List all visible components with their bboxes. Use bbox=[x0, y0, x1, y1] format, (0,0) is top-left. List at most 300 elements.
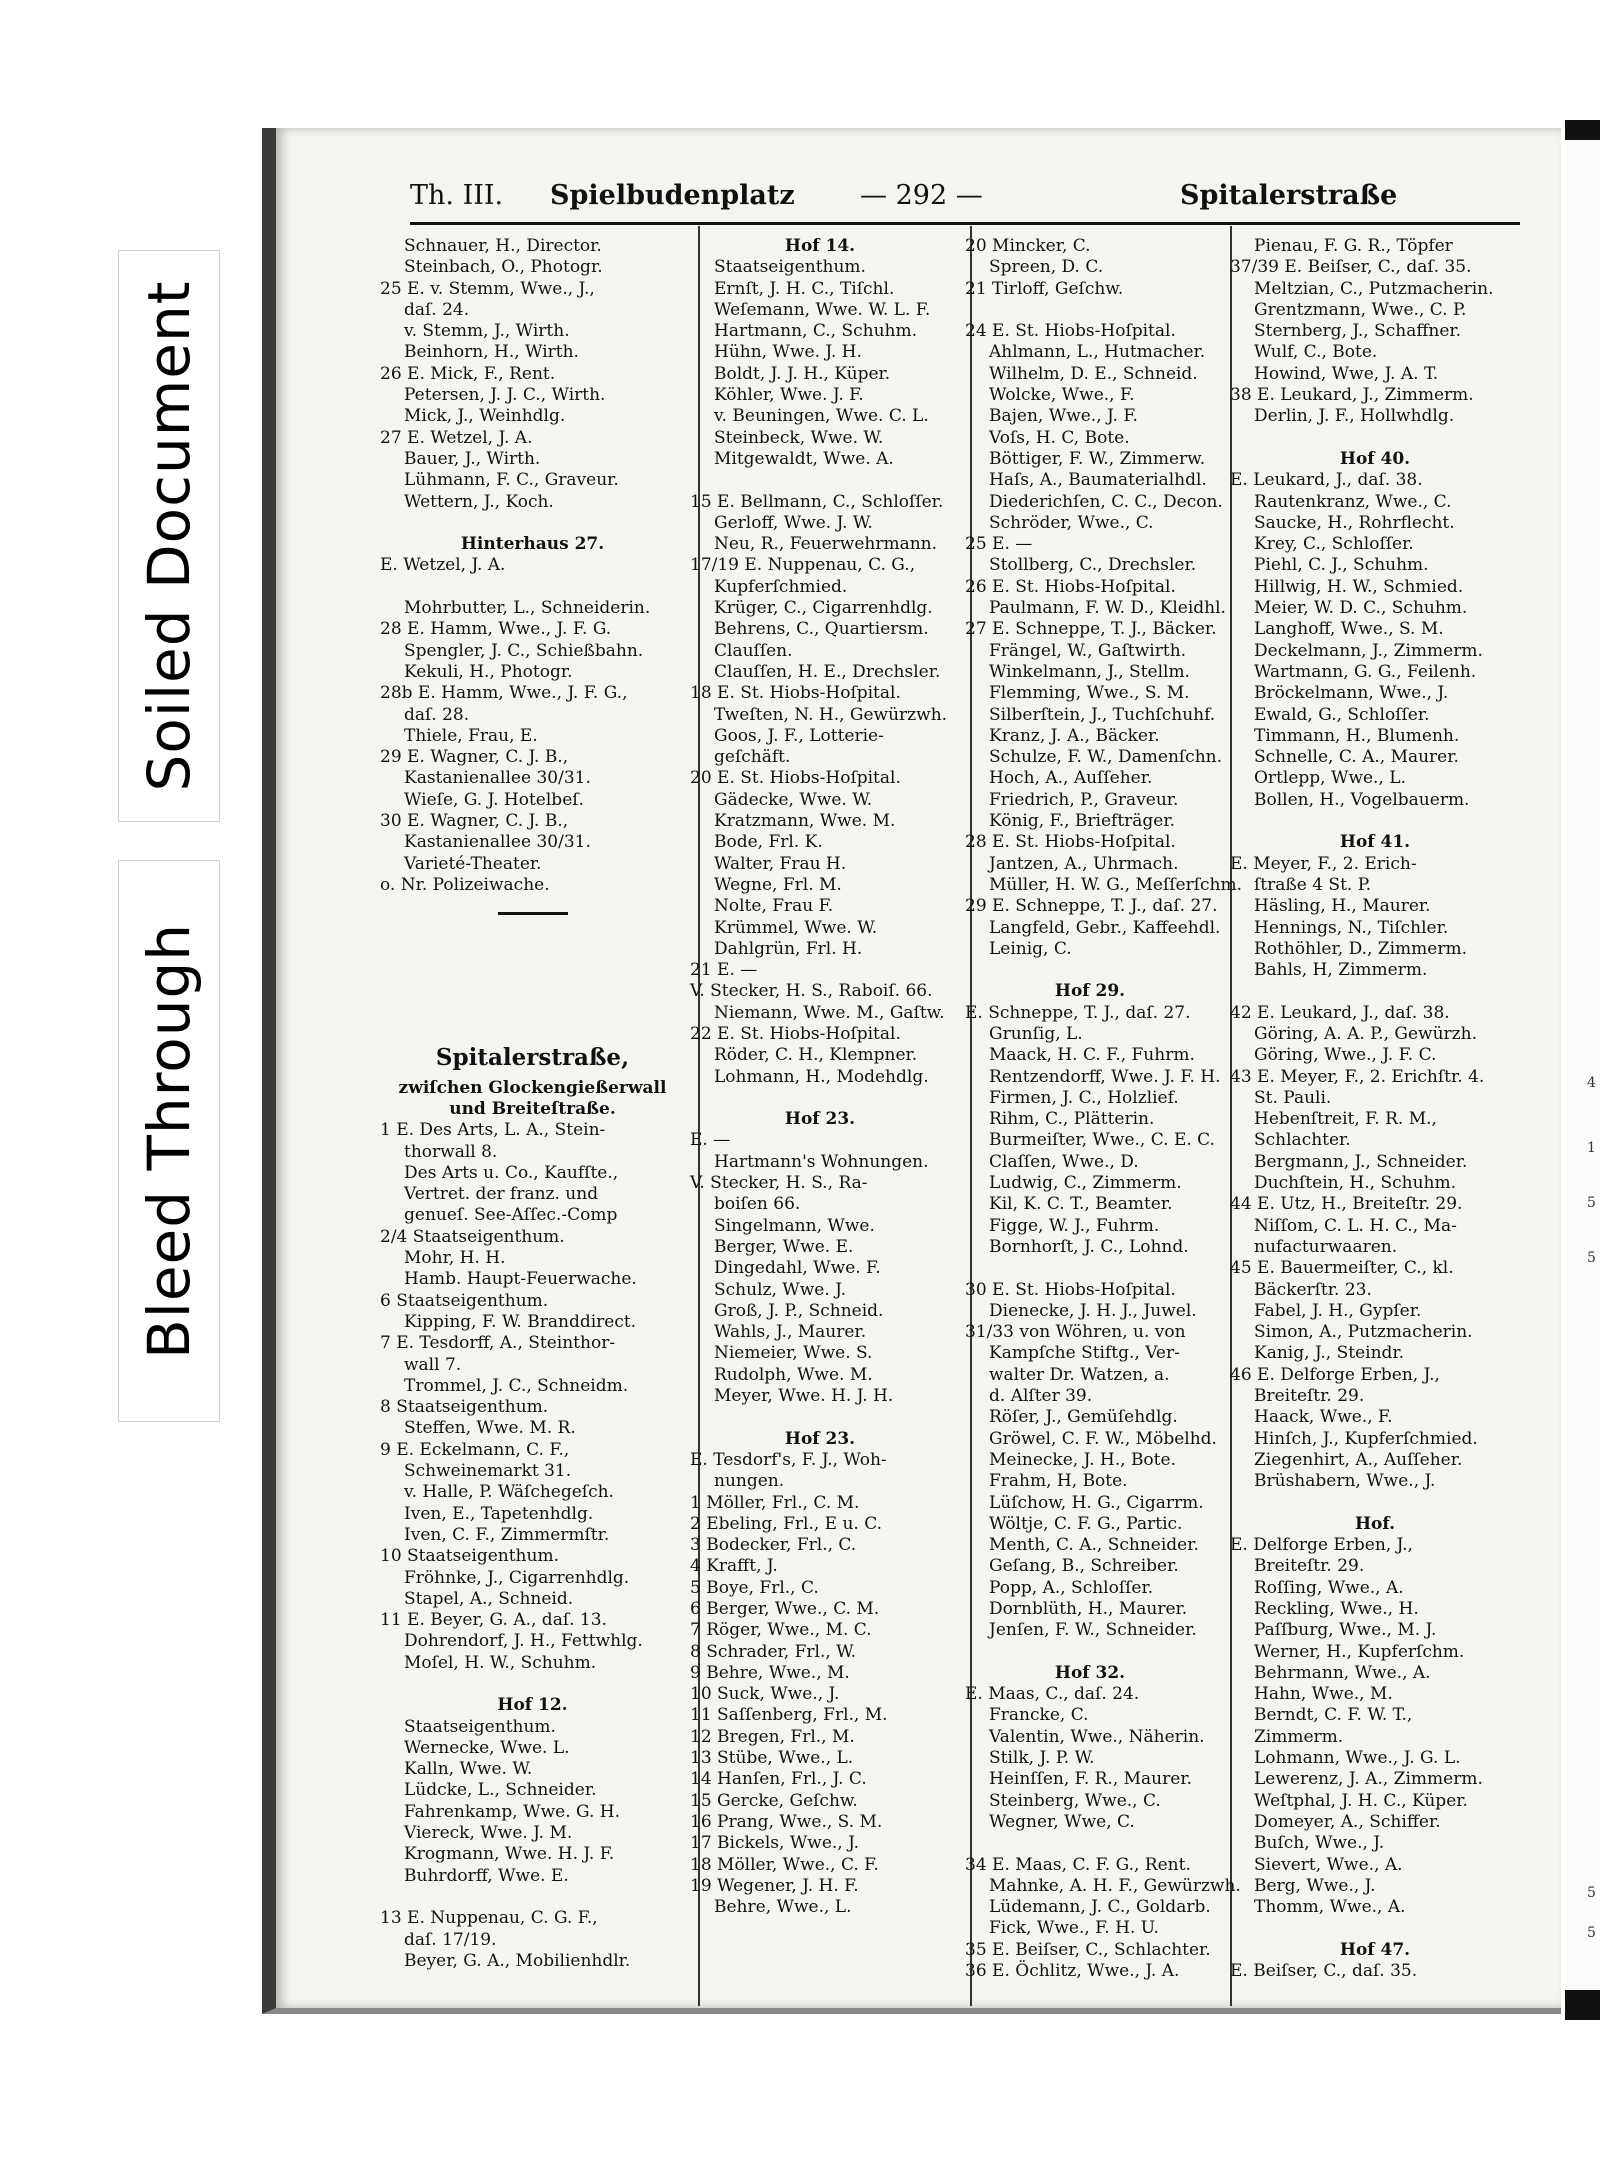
directory-column-4 bbox=[1230, 236, 1520, 1982]
directory-line: Hühn, Wwe. J. H. bbox=[714, 342, 862, 363]
street-subheading: und Breiteſtraße. bbox=[449, 1098, 616, 1119]
directory-line bbox=[965, 1258, 1215, 1279]
directory-line: Lewerenz, J. A., Zimmerm. bbox=[1254, 1769, 1483, 1790]
directory-line: Fick, Wwe., F. H. U. bbox=[989, 1918, 1159, 1939]
directory-line: Steffen, Wwe. M. R. bbox=[404, 1418, 576, 1439]
directory-line: Saucke, H., Rohrflecht. bbox=[1254, 512, 1455, 533]
directory-line: Wöltje, C. F. G., Partic. bbox=[989, 1513, 1183, 1534]
directory-column-1 bbox=[380, 236, 685, 1972]
directory-line: Flemming, Wwe., S. M. bbox=[989, 683, 1190, 704]
directory-line: Derlin, J. F., Hollwhdlg. bbox=[1254, 406, 1455, 427]
directory-line: Kalln, Wwe. W. bbox=[404, 1759, 533, 1780]
directory-line: Grunſig, L. bbox=[989, 1023, 1083, 1044]
directory-line: Dornblüth, H., Maurer. bbox=[989, 1599, 1188, 1619]
directory-line bbox=[965, 960, 1215, 981]
directory-line: Rothöhler, D., Zimmerm. bbox=[1254, 938, 1467, 959]
directory-line: 26 E. St. Hiobs-Hoſpital. bbox=[965, 576, 1176, 597]
directory-line: Beinhorn, H., Wirth. bbox=[404, 342, 579, 363]
directory-line bbox=[1230, 1918, 1520, 1939]
directory-line: 29 E. Wagner, C. J. B., bbox=[380, 747, 569, 768]
directory-line: 15 Gercke, Geſchw. bbox=[690, 1790, 858, 1811]
directory-line: Clauſſen, H. E., Drechsler. bbox=[714, 661, 941, 682]
directory-line bbox=[380, 1674, 685, 1695]
directory-line: Sternberg, J., Schaffner. bbox=[1254, 321, 1462, 342]
directory-line: Friedrich, P., Graveur. bbox=[989, 789, 1179, 810]
directory-line: 19 Wegener, J. H. F. bbox=[690, 1875, 859, 1896]
directory-line: Francke, C. bbox=[989, 1705, 1089, 1726]
directory-line: Werner, H., Kupferſchm. bbox=[1254, 1641, 1465, 1662]
directory-line: Iven, E., Tapetenhdlg. bbox=[404, 1503, 594, 1524]
directory-line: 8 Schrader, Frl., W. bbox=[690, 1641, 857, 1662]
directory-line: Kupferſchmied. bbox=[714, 576, 848, 597]
directory-line: Behrmann, Wwe., A. bbox=[1254, 1662, 1431, 1683]
directory-line: Lüſchow, H. G., Cigarrm. bbox=[989, 1492, 1204, 1513]
directory-line: E. Maas, C., daſ. 24. bbox=[965, 1684, 1140, 1705]
directory-line: Hillwig, H. W., Schmied. bbox=[1254, 576, 1464, 597]
directory-line: Fahrenkamp, Wwe. G. H. bbox=[404, 1801, 621, 1822]
directory-line: 46 E. Delforge Erben, J., bbox=[1230, 1364, 1440, 1385]
directory-line: Staatseigenthum. bbox=[714, 257, 866, 278]
section-heading: Hof 14. bbox=[784, 236, 856, 256]
directory-line: Krümmel, Wwe. W. bbox=[714, 917, 878, 938]
directory-line: Reckling, Wwe., H. bbox=[1254, 1599, 1419, 1619]
directory-line bbox=[380, 931, 685, 952]
directory-line: Bollen, H., Vogelbauerm. bbox=[1254, 789, 1470, 810]
directory-line: Moſel, H. W., Schuhm. bbox=[404, 1652, 597, 1673]
directory-line: Mohrbutter, L., Schneiderin. bbox=[404, 598, 651, 619]
directory-line: Schulze, F. W., Damenſchn. bbox=[989, 747, 1223, 768]
directory-line: Menth, C. A., Schneider. bbox=[989, 1535, 1199, 1556]
directory-line: Stollberg, C., Drechsler. bbox=[989, 555, 1197, 576]
directory-line: 5 Boye, Frl., C. bbox=[690, 1577, 819, 1598]
directory-line: 43 E. Meyer, F., 2. Erichſtr. 4. bbox=[1230, 1066, 1485, 1087]
directory-line: Wettern, J., Koch. bbox=[404, 491, 554, 512]
directory-line bbox=[380, 1887, 685, 1908]
fragment-text: 4 bbox=[1587, 1075, 1596, 1091]
directory-line: Ortlepp, Wwe., L. bbox=[1254, 768, 1406, 789]
directory-line: Silberſtein, J., Tuchſchuhf. bbox=[989, 704, 1216, 725]
page-number: — 292 — bbox=[860, 180, 983, 211]
directory-line: geſchäft. bbox=[714, 747, 791, 768]
directory-line: Clauſſen. bbox=[714, 640, 793, 661]
fragment-text: 5 bbox=[1587, 1885, 1596, 1901]
directory-line bbox=[1230, 811, 1520, 832]
directory-line: 26 E. Mick, F., Rent. bbox=[380, 363, 556, 384]
directory-line bbox=[1230, 428, 1520, 449]
directory-line: 36 E. Öchlitz, Wwe., J. A. bbox=[965, 1961, 1180, 1982]
directory-line: Meyer, Wwe. H. J. H. bbox=[714, 1386, 894, 1407]
directory-line: Rihm, C., Plätterin. bbox=[989, 1109, 1155, 1130]
directory-line: Valentin, Wwe., Näherin. bbox=[989, 1726, 1205, 1747]
directory-line: Berg, Wwe., J. bbox=[1254, 1875, 1376, 1896]
bleed-through-label: Bleed Through bbox=[118, 860, 220, 1422]
directory-line: Krüger, C., Cigarrenhdlg. bbox=[714, 598, 933, 619]
directory-line: Bajen, Wwe., J. F. bbox=[989, 406, 1138, 427]
directory-line bbox=[690, 1088, 950, 1109]
directory-line bbox=[965, 1642, 1215, 1663]
directory-line: Kastanienallee 30/31. bbox=[404, 768, 591, 789]
directory-line: E. Delforge Erben, J., bbox=[1230, 1535, 1413, 1556]
directory-line: Lühmann, F. C., Graveur. bbox=[404, 470, 619, 491]
directory-line: Ernſt, J. H. C., Tiſchl. bbox=[714, 278, 895, 299]
directory-line: Gerloff, Wwe. J. W. bbox=[714, 512, 873, 533]
directory-line: St. Pauli. bbox=[1254, 1087, 1332, 1108]
directory-line: 28 E. St. Hiobs-Hoſpital. bbox=[965, 832, 1176, 853]
directory-line: v. Beuningen, Wwe. C. L. bbox=[714, 406, 929, 427]
directory-line: Goos, J. F., Lotterie- bbox=[714, 725, 884, 746]
section-heading: Hof 12. bbox=[497, 1695, 568, 1716]
directory-line: Rautenkranz, Wwe., C. bbox=[1254, 491, 1452, 512]
directory-line: Trommel, J. C., Schneidm. bbox=[404, 1375, 629, 1396]
directory-line: Singelmann, Wwe. bbox=[714, 1215, 875, 1236]
directory-line: Göring, A. A. P., Gewürzh. bbox=[1254, 1023, 1477, 1044]
directory-line: Weſtphal, J. H. C., Küper. bbox=[1254, 1790, 1468, 1811]
directory-line: Voſs, H. C, Bote. bbox=[989, 427, 1130, 448]
directory-line: Iven, C. F., Zimmermſtr. bbox=[404, 1524, 610, 1545]
section-heading: Hinterhaus 27. bbox=[460, 534, 605, 555]
directory-line: Rudolph, Wwe. M. bbox=[714, 1364, 873, 1385]
directory-line: E. Beiſser, C., daſ. 35. bbox=[1230, 1961, 1418, 1982]
directory-line: Groß, J. P., Schneid. bbox=[714, 1300, 884, 1321]
directory-line: 21 E. — bbox=[690, 960, 758, 981]
directory-line: Mahnke, A. H. F., Gewürzwh. bbox=[989, 1875, 1241, 1896]
directory-line: Howind, Wwe, J. A. T. bbox=[1254, 363, 1439, 384]
directory-line: Zimmerm. bbox=[1254, 1726, 1344, 1747]
directory-line: Weſemann, Wwe. W. L. F. bbox=[714, 299, 931, 320]
directory-line: 24 E. St. Hiobs-Hoſpital. bbox=[965, 321, 1176, 342]
directory-line: Spengler, J. C., Schießbahn. bbox=[404, 640, 644, 661]
directory-line bbox=[965, 300, 1215, 321]
section-heading: Hof 29. bbox=[1054, 981, 1126, 1002]
directory-line: 25 E. — bbox=[965, 534, 1033, 555]
directory-line: Hahn, Wwe., M. bbox=[1254, 1684, 1393, 1705]
directory-line: Mitgewaldt, Wwe. A. bbox=[714, 448, 894, 469]
directory-line: 13 E. Nuppenau, C. G. F., bbox=[380, 1908, 598, 1929]
directory-line: 1 E. Des Arts, L. A., Stein- bbox=[380, 1120, 606, 1141]
directory-line: Wartmann, G. G., Feilenh. bbox=[1254, 661, 1477, 682]
directory-line: 7 E. Tesdorff, A., Steinthor- bbox=[380, 1333, 616, 1354]
directory-line: Frängel, W., Gaſtwirth. bbox=[989, 640, 1187, 661]
directory-line: Pienau, F. G. R., Töpfer bbox=[1254, 236, 1453, 256]
directory-line: 11 E. Beyer, G. A., daſ. 13. bbox=[380, 1610, 607, 1631]
directory-line: Winkelmann, J., Stellm. bbox=[989, 661, 1190, 682]
directory-line: Mohr, H. H. bbox=[404, 1248, 506, 1269]
directory-line: Petersen, J. J. C., Wirth. bbox=[404, 385, 606, 406]
directory-line: Hartmann, C., Schuhm. bbox=[714, 321, 918, 342]
section-heading: Hof 40. bbox=[1339, 448, 1411, 469]
section-rule bbox=[498, 912, 568, 915]
directory-line: Varieté-Theater. bbox=[404, 853, 542, 874]
directory-line bbox=[690, 470, 950, 491]
section-heading: Hof 47. bbox=[1339, 1939, 1411, 1960]
directory-line: Claſſen, Wwe., D. bbox=[989, 1151, 1139, 1172]
directory-line: Schröder, Wwe., C. bbox=[989, 512, 1154, 533]
directory-line: 2/4 Staatseigenthum. bbox=[380, 1226, 565, 1247]
directory-line: Bergmann, J., Schneider. bbox=[1254, 1151, 1468, 1172]
directory-line: 15 E. Bellmann, C., Schloſſer. bbox=[690, 491, 944, 512]
directory-line: 17 Bickels, Wwe., J. bbox=[690, 1833, 860, 1854]
directory-line: Ahlmann, L., Hutmacher. bbox=[989, 342, 1206, 363]
directory-line: ſtraße 4 St. P. bbox=[1254, 874, 1372, 895]
directory-line: Kil, K. C. T., Beamter. bbox=[989, 1194, 1173, 1215]
directory-line: Kampſche Stiftg., Ver- bbox=[989, 1343, 1180, 1364]
directory-line: Lüdemann, J. C., Goldarb. bbox=[989, 1897, 1211, 1918]
fragment-text: 1 bbox=[1587, 1140, 1596, 1156]
directory-line: nungen. bbox=[714, 1471, 785, 1492]
street-subheading: zwiſchen Glockengießerwall bbox=[398, 1077, 667, 1098]
directory-line: 18 E. St. Hiobs-Hoſpital. bbox=[690, 683, 901, 704]
directory-line: 30 E. St. Hiobs-Hoſpital. bbox=[965, 1279, 1176, 1300]
directory-line: Grentzmann, Wwe., C. P. bbox=[1254, 299, 1467, 320]
directory-line: Wegner, Wwe, C. bbox=[989, 1811, 1135, 1832]
directory-line: E. Leukard, J., daſ. 38. bbox=[1230, 470, 1423, 491]
directory-line: 16 Prang, Wwe., S. M. bbox=[690, 1811, 883, 1832]
directory-line: Niemann, Wwe. M., Gaſtw. bbox=[714, 1002, 945, 1023]
directory-line: Kanig, J., Steindr. bbox=[1254, 1343, 1405, 1364]
directory-line: Brüshabern, Wwe., J. bbox=[1254, 1471, 1436, 1492]
directory-line bbox=[965, 1833, 1215, 1854]
directory-line: Fröhnke, J., Cigarrenhdlg. bbox=[404, 1567, 630, 1588]
volume-label: Th. III. bbox=[410, 180, 504, 211]
directory-line: Geſang, B., Schreiber. bbox=[989, 1556, 1179, 1577]
directory-line: Paſſburg, Wwe., M. J. bbox=[1254, 1620, 1437, 1641]
directory-line: thorwall 8. bbox=[404, 1141, 498, 1162]
directory-column-2 bbox=[690, 236, 950, 1918]
street-right: Spitalerstraße bbox=[1180, 180, 1398, 211]
directory-line: Wulf, C., Bote. bbox=[1254, 342, 1378, 363]
directory-line: 31/33 von Wöhren, u. von bbox=[965, 1322, 1186, 1343]
directory-line bbox=[380, 513, 685, 534]
directory-line: 12 Bregen, Frl., M. bbox=[690, 1726, 855, 1747]
directory-line: 11 Saſſenberg, Frl., M. bbox=[690, 1705, 888, 1726]
directory-line: 13 Stübe, Wwe., L. bbox=[690, 1748, 854, 1769]
directory-line: Niemeier, Wwe. S. bbox=[714, 1343, 873, 1364]
directory-line: Thiele, Frau, E. bbox=[404, 725, 538, 746]
directory-line: Wieſe, G. J. Hotelbeſ. bbox=[404, 789, 584, 810]
directory-line: 22 E. St. Hiobs-Hoſpital. bbox=[690, 1023, 901, 1044]
directory-line: d. Alſter 39. bbox=[989, 1386, 1093, 1407]
directory-line: Meltzian, C., Putzmacherin. bbox=[1254, 278, 1494, 299]
directory-line: Lohmann, H., Modehdlg. bbox=[714, 1066, 929, 1087]
directory-line: Meinecke, J. H., Bote. bbox=[989, 1449, 1176, 1470]
directory-line: Deckelmann, J., Zimmerm. bbox=[1254, 640, 1483, 661]
directory-line: 18 Möller, Wwe., C. F. bbox=[690, 1854, 879, 1875]
directory-line: Hamb. Haupt-Feuerwache. bbox=[404, 1269, 637, 1290]
page-header bbox=[410, 178, 1520, 225]
directory-line: Kranz, J. A., Bäcker. bbox=[989, 725, 1160, 746]
directory-line: Ziegenhirt, A., Auſſeher. bbox=[1254, 1449, 1463, 1470]
directory-line: E. Tesdorf's, F. J., Woh- bbox=[690, 1449, 887, 1470]
directory-line: Haack, Wwe., F. bbox=[1254, 1407, 1393, 1428]
directory-line: Walter, Frau H. bbox=[714, 853, 847, 874]
directory-line: Dingedahl, Wwe. F. bbox=[714, 1258, 881, 1279]
directory-line: 37/39 E. Beiſser, C., daſ. 35. bbox=[1230, 257, 1472, 278]
directory-line: o. Nr. Polizeiwache. bbox=[380, 874, 550, 895]
soiled-document-label: Soiled Document bbox=[118, 250, 220, 822]
fragment-text: 5 bbox=[1587, 1925, 1596, 1941]
directory-line: Röder, C. H., Klempner. bbox=[714, 1045, 918, 1066]
directory-line: Dienecke, J. H. J., Juwel. bbox=[989, 1300, 1197, 1321]
directory-line: 27 E. Schneppe, T. J., Bäcker. bbox=[965, 619, 1217, 640]
directory-line: Jantzen, A., Uhrmach. bbox=[989, 853, 1179, 874]
directory-line: 14 Hanſen, Frl., J. C. bbox=[690, 1769, 867, 1790]
directory-line: 42 E. Leukard, J., daſ. 38. bbox=[1230, 1002, 1450, 1023]
next-page-edge bbox=[1565, 120, 1600, 2020]
directory-line: genueſ. See-Aſſec.-Comp bbox=[404, 1205, 618, 1226]
directory-line: Meier, W. D. C., Schuhm. bbox=[1254, 598, 1468, 619]
directory-line: Bode, Frl. K. bbox=[714, 832, 823, 853]
directory-line: v. Stemm, J., Wirth. bbox=[404, 321, 570, 342]
directory-line: Häsling, H., Maurer. bbox=[1254, 896, 1431, 917]
directory-line bbox=[380, 995, 685, 1016]
directory-line: Berger, Wwe. E. bbox=[714, 1236, 854, 1257]
directory-line: Figge, W. J., Fuhrm. bbox=[989, 1215, 1160, 1236]
directory-line bbox=[380, 577, 685, 598]
directory-line: Hebenſtreit, F. R. M., bbox=[1254, 1109, 1437, 1130]
directory-line: Haſs, A., Baumaterialhdl. bbox=[989, 470, 1207, 491]
directory-line: Piehl, C. J., Schuhm. bbox=[1254, 555, 1429, 576]
street-left: Spielbudenplatz bbox=[550, 180, 795, 211]
directory-line: Dohrendorf, J. H., Fettwhlg. bbox=[404, 1631, 643, 1652]
directory-line: Breiteſtr. 29. bbox=[1254, 1556, 1365, 1577]
directory-line: 3 Bodecker, Frl., C. bbox=[690, 1535, 857, 1556]
directory-line: 28 E. Hamm, Wwe., J. F. G. bbox=[380, 619, 612, 640]
directory-line: Langhoff, Wwe., S. M. bbox=[1254, 619, 1444, 640]
directory-line: Maack, H. C. F., Fuhrm. bbox=[989, 1045, 1195, 1066]
directory-line: Diederichſen, C. C., Decon. bbox=[989, 491, 1223, 512]
directory-line: Kratzmann, Wwe. M. bbox=[714, 811, 896, 832]
directory-line: Sievert, Wwe., A. bbox=[1254, 1854, 1403, 1875]
directory-line: 35 E. Beiſser, C., Schlachter. bbox=[965, 1939, 1211, 1960]
directory-line: Burmeiſter, Wwe., C. E. C. bbox=[989, 1130, 1215, 1151]
directory-line: Göring, Wwe., J. F. C. bbox=[1254, 1045, 1437, 1066]
directory-line bbox=[380, 1016, 685, 1037]
directory-line: Lohmann, Wwe., J. G. L. bbox=[1254, 1748, 1461, 1769]
directory-line: Bornhorſt, J. C., Lohnd. bbox=[989, 1236, 1189, 1257]
directory-line: nufacturwaaren. bbox=[1254, 1236, 1398, 1257]
directory-line: Timmann, H., Blumenh. bbox=[1254, 725, 1460, 746]
directory-line: Wegne, Frl. M. bbox=[714, 874, 842, 895]
directory-line: Wolcke, Wwe., F. bbox=[989, 385, 1135, 406]
directory-line: 25 E. v. Stemm, Wwe., J., bbox=[380, 278, 595, 299]
directory-line: 10 Staatseigenthum. bbox=[380, 1546, 559, 1567]
directory-line: 38 E. Leukard, J., Zimmerm. bbox=[1230, 385, 1474, 406]
directory-line: Ewald, G., Schloſſer. bbox=[1254, 704, 1430, 725]
directory-line: Bäckerſtr. 23. bbox=[1254, 1279, 1372, 1300]
section-heading: Hof. bbox=[1354, 1513, 1396, 1534]
section-heading: Hof 41. bbox=[1339, 832, 1411, 853]
directory-line: Breiteſtr. 29. bbox=[1254, 1386, 1365, 1407]
directory-line: E. — bbox=[690, 1130, 731, 1151]
directory-line: daſ. 24. bbox=[404, 299, 470, 320]
directory-line: 17/19 E. Nuppenau, C. G., bbox=[690, 555, 916, 576]
directory-line: Krogmann, Wwe. H. J. F. bbox=[404, 1844, 615, 1865]
section-heading: Hof 32. bbox=[1054, 1662, 1126, 1683]
directory-line: Domeyer, A., Schiffer. bbox=[1254, 1811, 1441, 1832]
directory-line: 45 E. Bauermeiſter, C., kl. bbox=[1230, 1258, 1454, 1279]
directory-line: Gädecke, Wwe. W. bbox=[714, 789, 873, 810]
directory-line: 34 E. Maas, C. F. G., Rent. bbox=[965, 1854, 1191, 1875]
directory-line: 4 Krafft, J. bbox=[690, 1556, 778, 1577]
directory-line: daſ. 17/19. bbox=[404, 1929, 497, 1950]
directory-line: Behrens, C., Quartiersm. bbox=[714, 619, 929, 640]
directory-line: 9 E. Eckelmann, C. F., bbox=[380, 1439, 570, 1460]
directory-line: Neu, R., Feuerwehrmann. bbox=[714, 534, 938, 555]
directory-line: Hoch, A., Auſſeher. bbox=[989, 768, 1153, 789]
directory-line: Bauer, J., Wirth. bbox=[404, 448, 541, 469]
directory-line: Kekuli, H., Photogr. bbox=[404, 661, 573, 682]
directory-line: wall 7. bbox=[404, 1354, 462, 1375]
directory-line: daſ. 28. bbox=[404, 704, 470, 725]
directory-line: Heinſſen, F. R., Maurer. bbox=[989, 1769, 1192, 1790]
directory-line: 1 Möller, Frl., C. M. bbox=[690, 1492, 860, 1513]
directory-line bbox=[1230, 981, 1520, 1002]
directory-line: Krey, C., Schloſſer. bbox=[1254, 534, 1414, 555]
directory-line: Thomm, Wwe., A. bbox=[1254, 1897, 1406, 1918]
directory-line: Duchſtein, H., Schuhm. bbox=[1254, 1173, 1456, 1194]
directory-line: Hartmann's Wohnungen. bbox=[714, 1151, 929, 1172]
directory-line: Vertret. der franz. und bbox=[404, 1184, 599, 1205]
directory-line: Boldt, J. J. H., Küper. bbox=[714, 363, 891, 384]
directory-line: Spreen, D. C. bbox=[989, 257, 1104, 278]
directory-line: V. Stecker, H. S., Ra- bbox=[690, 1173, 868, 1194]
directory-line: Schlachter. bbox=[1254, 1130, 1351, 1151]
directory-line: Buſch, Wwe., J. bbox=[1254, 1833, 1385, 1854]
directory-line: 44 E. Utz, H., Breiteſtr. 29. bbox=[1230, 1194, 1463, 1215]
directory-line: Fabel, J. H., Gypſer. bbox=[1254, 1300, 1422, 1321]
directory-line: E. Schneppe, T. J., daſ. 27. bbox=[965, 1002, 1191, 1023]
directory-line: 6 Staatseigenthum. bbox=[380, 1290, 549, 1311]
directory-line: Behre, Wwe., L. bbox=[714, 1897, 852, 1918]
directory-line: 6 Berger, Wwe., C. M. bbox=[690, 1599, 880, 1619]
directory-line: Firmen, J. C., Holzlief. bbox=[989, 1087, 1179, 1108]
directory-line bbox=[380, 974, 685, 995]
directory-line: v. Halle, P. Wäſchegeſch. bbox=[404, 1482, 614, 1503]
directory-line: Roſſing, Wwe., A. bbox=[1254, 1577, 1404, 1598]
directory-line: E. Wetzel, J. A. bbox=[380, 555, 506, 576]
directory-line: Langfeld, Gebr., Kaffeehdl. bbox=[989, 917, 1221, 938]
directory-line: Frahm, H, Bote. bbox=[989, 1471, 1128, 1492]
directory-line: V. Stecker, H. S., Raboiſ. 66. bbox=[690, 981, 933, 1002]
directory-line: Staatseigenthum. bbox=[404, 1716, 556, 1737]
directory-line: Simon, A., Putzmacherin. bbox=[1254, 1322, 1473, 1343]
directory-line: Steinberg, Wwe., C. bbox=[989, 1790, 1161, 1811]
directory-line: Gröwel, C. F. W., Möbelhd. bbox=[989, 1428, 1217, 1449]
fragment-text: 5 bbox=[1587, 1195, 1596, 1211]
directory-line: Popp, A., Schloſſer. bbox=[989, 1577, 1154, 1598]
directory-line: Stilk, J. P. W. bbox=[989, 1748, 1095, 1769]
directory-line: Schnelle, C. A., Maurer. bbox=[1254, 747, 1459, 768]
directory-line: 28b E. Hamm, Wwe., J. F. G., bbox=[380, 683, 628, 704]
directory-line: Böttiger, F. W., Zimmerw. bbox=[989, 448, 1206, 469]
directory-line: 20 E. St. Hiobs-Hoſpital. bbox=[690, 768, 901, 789]
directory-line: Schnauer, H., Director. bbox=[404, 236, 602, 256]
directory-line: Kipping, F. W. Branddirect. bbox=[404, 1311, 637, 1332]
directory-line: König, F., Briefträger. bbox=[989, 811, 1176, 832]
directory-line: Röſer, J., Gemüſehdlg. bbox=[989, 1407, 1178, 1428]
directory-line: Lüdcke, L., Schneider. bbox=[404, 1780, 597, 1801]
directory-line: Buhrdorff, Wwe. E. bbox=[404, 1865, 569, 1886]
directory-line: Leinig, C. bbox=[989, 938, 1072, 959]
directory-line: Dahlgrün, Frl. H. bbox=[714, 938, 863, 959]
directory-line: Paulmann, F. W. D., Kleidhl. bbox=[989, 598, 1226, 619]
directory-line: 29 E. Schneppe, T. J., daſ. 27. bbox=[965, 896, 1218, 917]
directory-line: Müller, H. W. G., Meſſerſchm. bbox=[989, 874, 1243, 895]
street-heading: Spitalerstraße, bbox=[435, 1043, 630, 1071]
section-heading: Hof 23. bbox=[784, 1109, 856, 1130]
directory-line: Niſſom, C. L. H. C., Ma- bbox=[1254, 1215, 1457, 1236]
directory-line: boiſen 66. bbox=[714, 1194, 801, 1215]
